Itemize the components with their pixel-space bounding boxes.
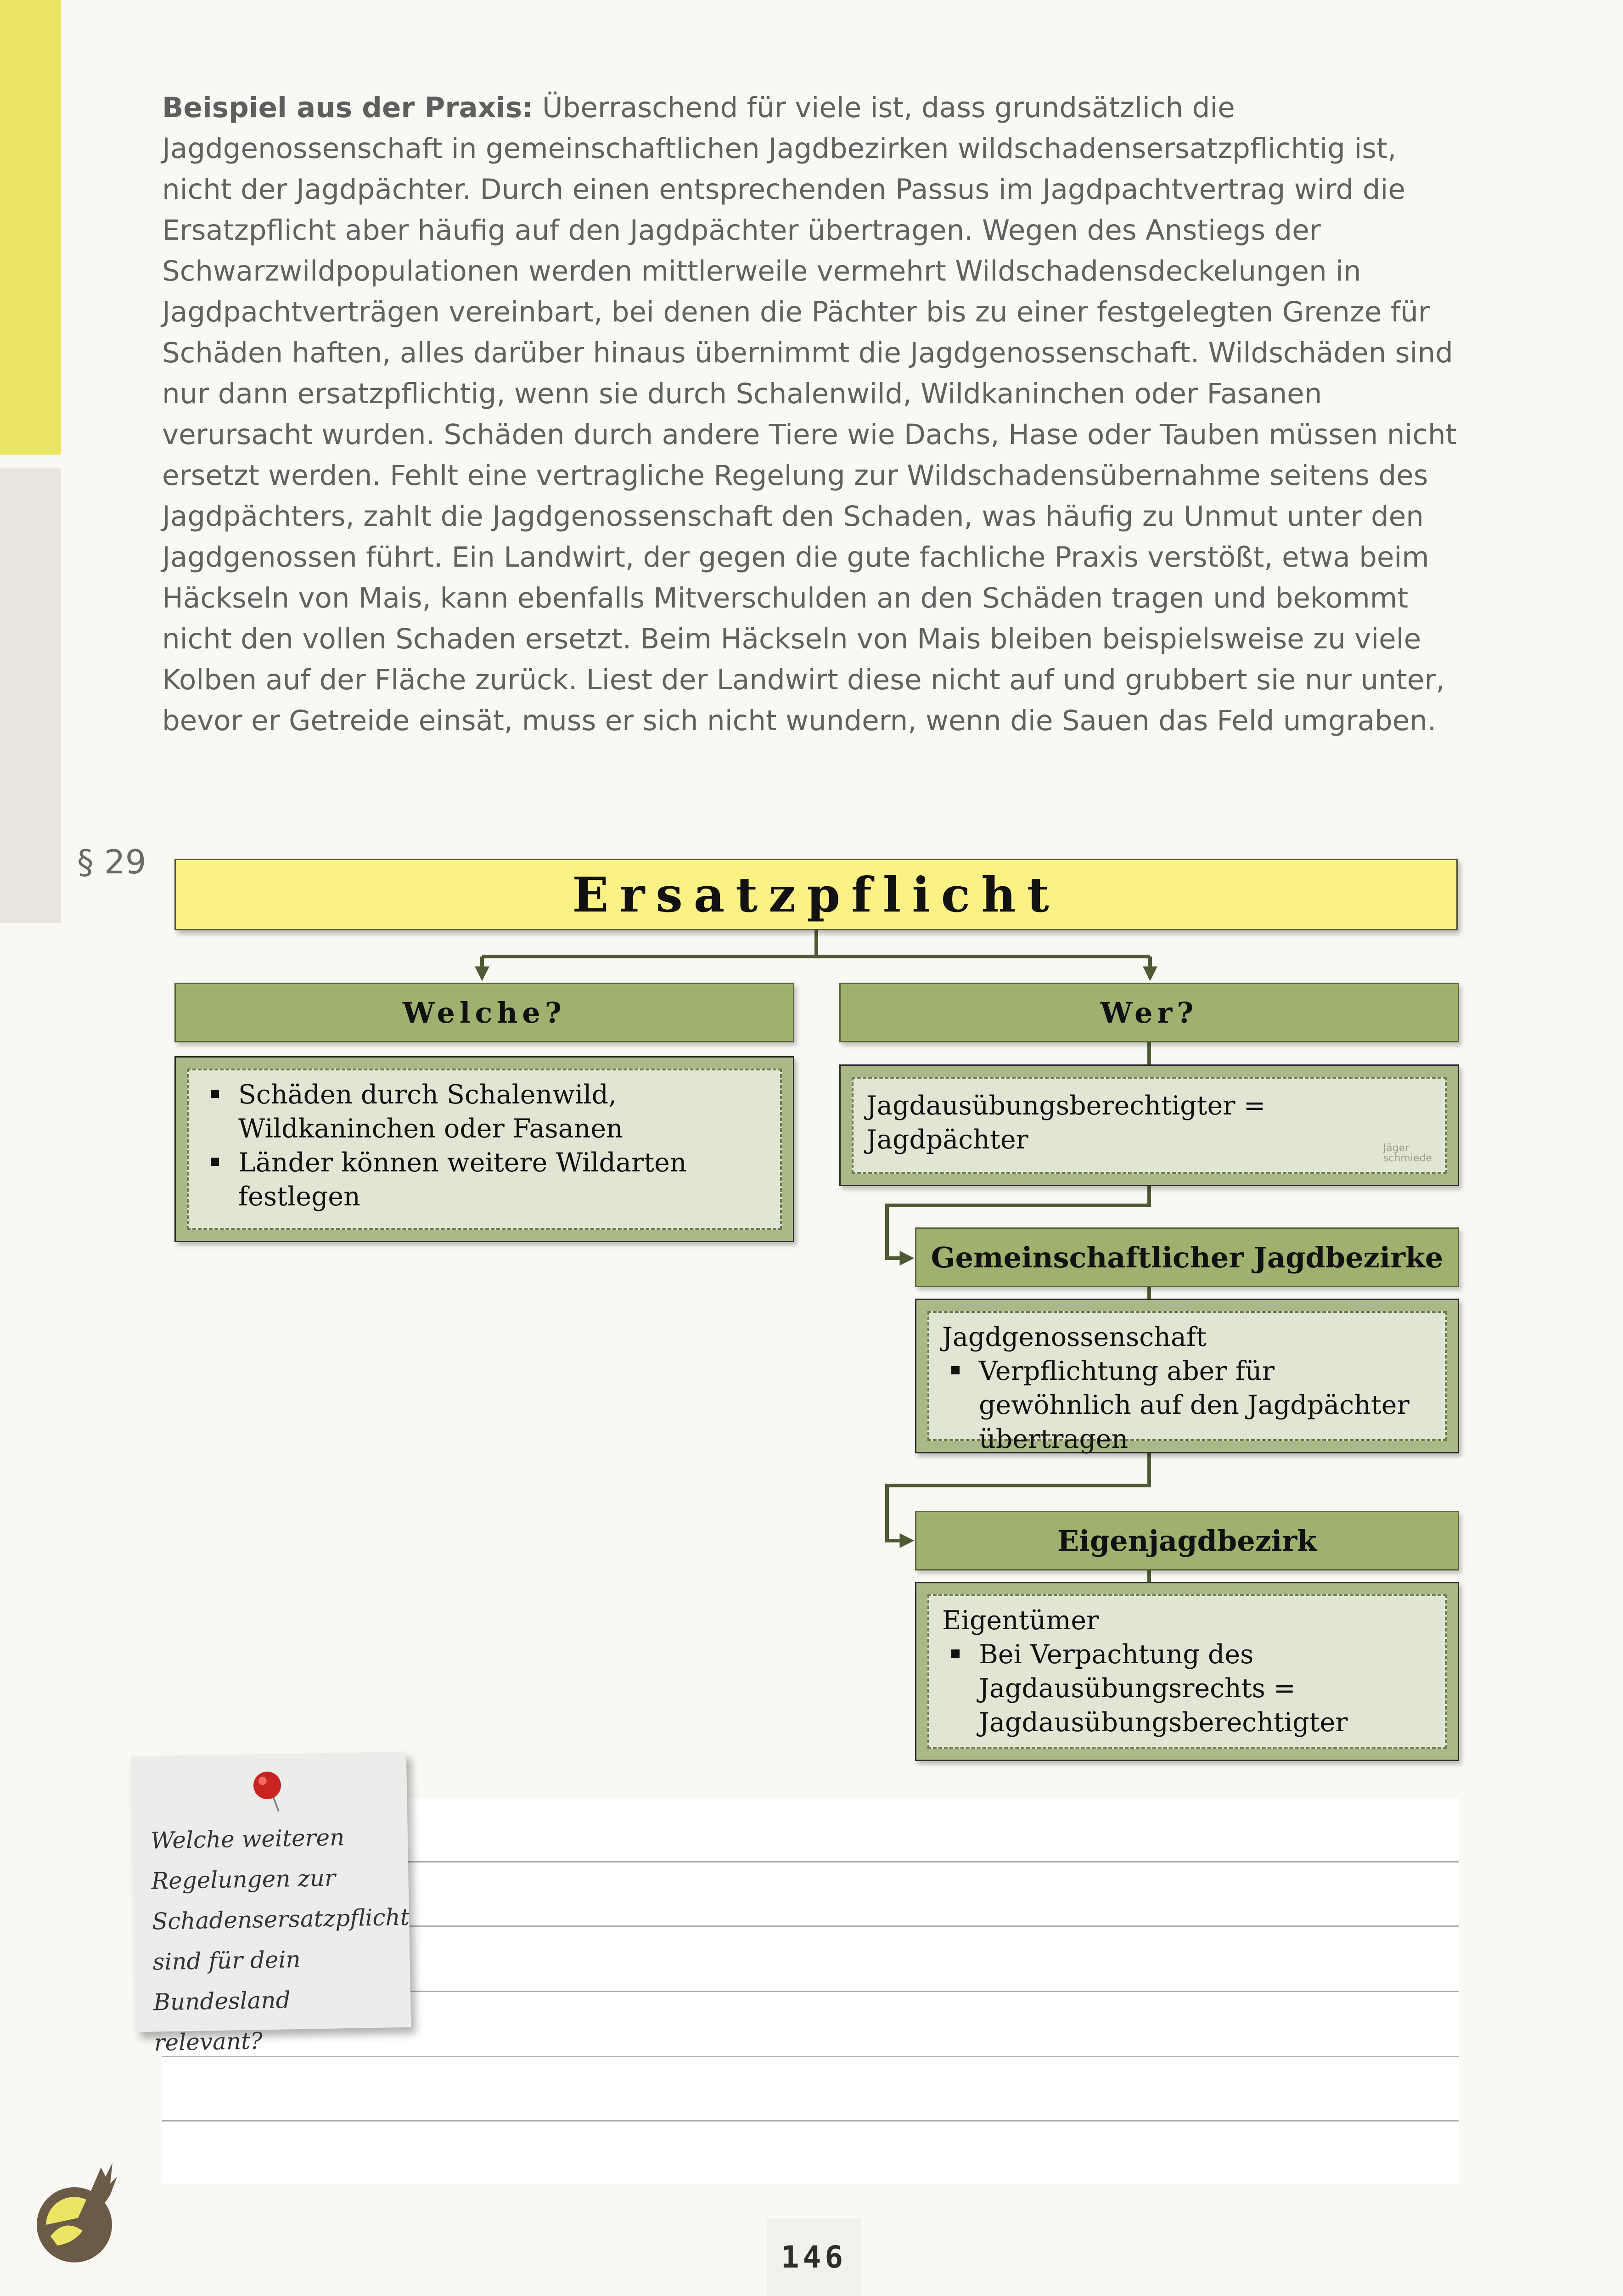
paragraph-reference: § 29 — [77, 843, 146, 881]
eigen-lead: Eigentümer — [942, 1605, 1099, 1636]
list-item: Verpflichtung aber für gewöhnlich auf den Jagdpächter übertragen — [942, 1354, 1432, 1456]
eigen-card-inner — [927, 1594, 1447, 1749]
gemeinschaft-header: Gemeinschaftlicher Jagdbezirke — [915, 1227, 1459, 1287]
watermark-line: Jäger — [1383, 1142, 1410, 1154]
writing-line — [162, 2120, 1459, 2122]
gemeinschaft-card-inner — [927, 1311, 1447, 1454]
welche-list — [202, 1078, 767, 1214]
watermark-line: schmiede — [1383, 1153, 1432, 1164]
body-text: Überraschend für viele ist, dass grundsätzlich die Jagdgenossenschaft in gemeinschaftlichen Jagdbezirken wildschadensersatzpflichtig ist, nicht der Jagdpächter. Durch einen entsprechenden Passus im Jagdpachtvertrag wird die Ersatzpflicht aber häufig auf den Jagdpächter übertragen. Wegen des Anstiegs der Schwarzwildpopulationen werden mittlerweile vermehrt Wildschadensdeckelungen in Jagdpachtverträgen vereinbart, bei denen die Pächter bis zu einer festgelegten Grenze für Schäden haften, alles darüber hinaus übernimmt die Jagdgenossenschaft. Wildschäden sind nur dann ersatzpflichtig, wenn sie durch Schalenwild, Wildkaninchen oder Fasanen verursacht wurden. Schäden durch andere Tiere wie Dachs, Hase oder Tauben müssen nicht ersetzt werden. Fehlt eine vertragliche Regelung zur Wildschadensübernahme seitens des Jagdpächters, zahlt die Jagdgenossenschaft den Schaden, was häufig zu Unmut unter den Jagdgenossen führt. Ein Landwirt, der gegen die gute fachliche Praxis verstößt, etwa beim Häckseln von Mais, kann ebenfalls Mitverschulden an den Schäden tragen und bekommt nicht den vollen Schaden ersetzt. Beim Häckseln von Mais bleiben beispielsweise zu viele Kolben auf der Fläche zurück. Liest der Landwirt diese nicht auf und grubbert sie nur unter, bevor er Getreide einsät, muss er sich nicht wundern, wenn die Sauen das Feld umgraben. — [162, 91, 1457, 737]
eigen-list — [942, 1638, 1432, 1739]
welche-card — [174, 1056, 794, 1242]
wer-card-inner — [852, 1077, 1447, 1174]
eigen-card — [915, 1582, 1459, 1761]
wer-text: Jagdausübungsberechtigter = Jagdpächter — [866, 1091, 1266, 1155]
wer-header: Wer? — [839, 983, 1459, 1042]
list-item: Bei Verpachtung des Jagdausübungsrechts = Jagdausübungsberechtigter — [942, 1638, 1432, 1739]
pushpin-icon — [249, 1767, 292, 1819]
gemeinschaft-list — [942, 1354, 1432, 1456]
list-item: Schäden durch Schalenwild, Wildkaninchen oder Fasanen — [202, 1078, 767, 1146]
welche-card-inner — [187, 1069, 782, 1230]
gemeinschaft-lead: Jagdgenossenschaft — [942, 1322, 1207, 1352]
note-question: Welche weiteren Regelungen zur Schadensersatzpflicht sind für dein Bundesland relevant? — [150, 1824, 410, 2056]
watermark-logo — [1383, 1143, 1432, 1164]
gemeinschaft-card — [915, 1299, 1459, 1453]
wer-card — [839, 1064, 1459, 1186]
deer-logo-icon — [32, 2149, 124, 2268]
list-item: Länder können weitere Wildarten festlegen — [202, 1146, 767, 1214]
title-split-connector — [482, 930, 1150, 957]
welche-header: Welche? — [174, 983, 794, 1042]
sticky-note — [131, 1752, 411, 2056]
body-lead: Beispiel aus der Praxis: — [162, 91, 534, 124]
page-number: 146 — [767, 2218, 861, 2296]
diagram-title: Ersatzpflicht — [174, 859, 1458, 930]
eigen-header: Eigenjagdbezirk — [915, 1511, 1459, 1570]
